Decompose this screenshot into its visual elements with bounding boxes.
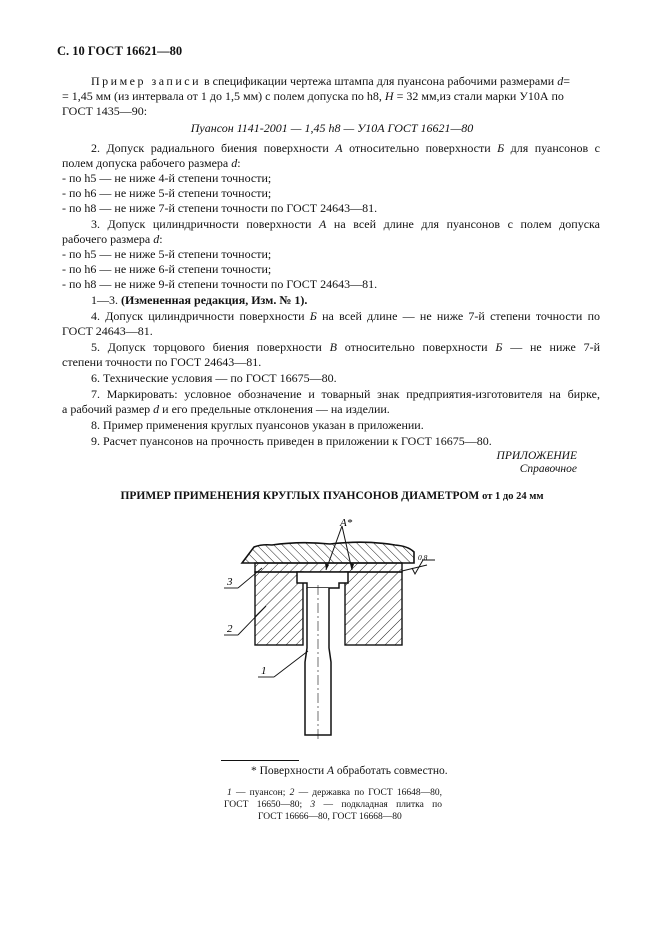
item-7-line-2: а рабочий размер d и его предельные отклонения — на изделии. xyxy=(62,402,390,416)
footnote: * Поверхности А обработать совместно. xyxy=(251,765,448,777)
item-6: 6. Технические условия — по ГОСТ 16675—80. xyxy=(91,371,337,385)
appendix-title: ПРИМЕР ПРИМЕНЕНИЯ КРУГЛЫХ ПУАНСОНОВ ДИАМЕТРОМ от 1 до 24 мм xyxy=(120,490,544,502)
item-2-bullet-1: - по h5 — не ниже 4-й степени точности; xyxy=(62,171,272,185)
holder-left xyxy=(255,572,303,645)
revision-note: 1—3. (Измененная редакция, Изм. № 1). xyxy=(91,293,308,307)
punch-assembly-drawing xyxy=(215,515,445,745)
item-4-line-2: ГОСТ 24643—81. xyxy=(62,324,153,338)
item-3-line-1: 3. Допуск цилиндричности поверхности А на всей длине для пуансонов с полем допуска xyxy=(91,217,601,231)
item-3-line-2: рабочего размера d: xyxy=(62,232,163,246)
item-2-bullet-3: - по h8 — не ниже 7-й степени точности по ГОСТ 24643—81. xyxy=(62,201,378,215)
example-line-3: ГОСТ 1435—90: xyxy=(62,104,148,118)
legend-line-3: ГОСТ 16666—80, ГОСТ 16668—80 xyxy=(258,812,402,822)
appendix-sublabel: Справочное xyxy=(519,463,577,475)
roughness-value: 0,8 xyxy=(418,553,428,562)
item-2-line-2: полем допуска рабочего размера d: xyxy=(62,156,241,170)
item-3-bullet-3: - по h8 — не ниже 9-й степени точности по ГОСТ 24643—81. xyxy=(62,277,378,291)
appendix-label: ПРИЛОЖЕНИЕ xyxy=(496,450,577,462)
holder-right xyxy=(345,572,402,645)
legend-line-1: 1 — пуансон; 2 — державка по ГОСТ 16648—80, xyxy=(227,788,443,798)
legend-line-2: ГОСТ 16650—80; 3 — подкладная плитка по xyxy=(224,800,443,810)
page-header: С. 10 ГОСТ 16621—80 xyxy=(57,44,183,58)
example-line-1: Пример записи в спецификации чертежа штампа для пуансона рабочими размерами d= xyxy=(91,74,570,88)
item-2-bullet-2: - по h6 — не ниже 5-й степени точности; xyxy=(62,186,272,200)
position-2: 2 xyxy=(227,623,233,635)
item-5-line-2: степени точности по ГОСТ 24643—81. xyxy=(62,355,262,369)
item-3-bullet-2: - по h6 — не ниже 6-й степени точности; xyxy=(62,262,272,276)
designation: Пуансон 1141-2001 — 1,45 h8 — У10А ГОСТ 16621—80 xyxy=(190,121,474,135)
item-4-line-1: 4. Допуск цилиндричности поверхности Б на всей длине — не ниже 7-й степени точности по xyxy=(91,309,601,323)
item-3-bullet-1: - по h5 — не ниже 5-й степени точности; xyxy=(62,247,272,261)
upper-plate xyxy=(242,542,414,563)
position-3: 3 xyxy=(227,576,233,588)
callout-a: А* xyxy=(340,517,353,529)
example-line-2: = 1,45 мм (из интервала от 1 до 1,5 мм) с полем допуска по h8, H = 32 мм,из стали марки У10А по xyxy=(62,89,564,103)
item-2-line-1: 2. Допуск радиального биения поверхности А относительно поверхности Б для пуансонов с xyxy=(91,141,601,155)
item-9: 9. Расчет пуансонов на прочность приведен в приложении к ГОСТ 16675—80. xyxy=(91,434,492,448)
item-8: 8. Пример применения круглых пуансонов указан в приложении. xyxy=(91,418,424,432)
item-5-line-1: 5. Допуск торцового биения поверхности В относительно поверхности Б — не ниже 7-й xyxy=(91,340,601,354)
footnote-rule xyxy=(221,760,299,761)
item-7-line-1: 7. Маркировать: условное обозначение и товарный знак предприятия-изготовителя на бирке, xyxy=(91,387,600,401)
position-1: 1 xyxy=(261,665,267,677)
